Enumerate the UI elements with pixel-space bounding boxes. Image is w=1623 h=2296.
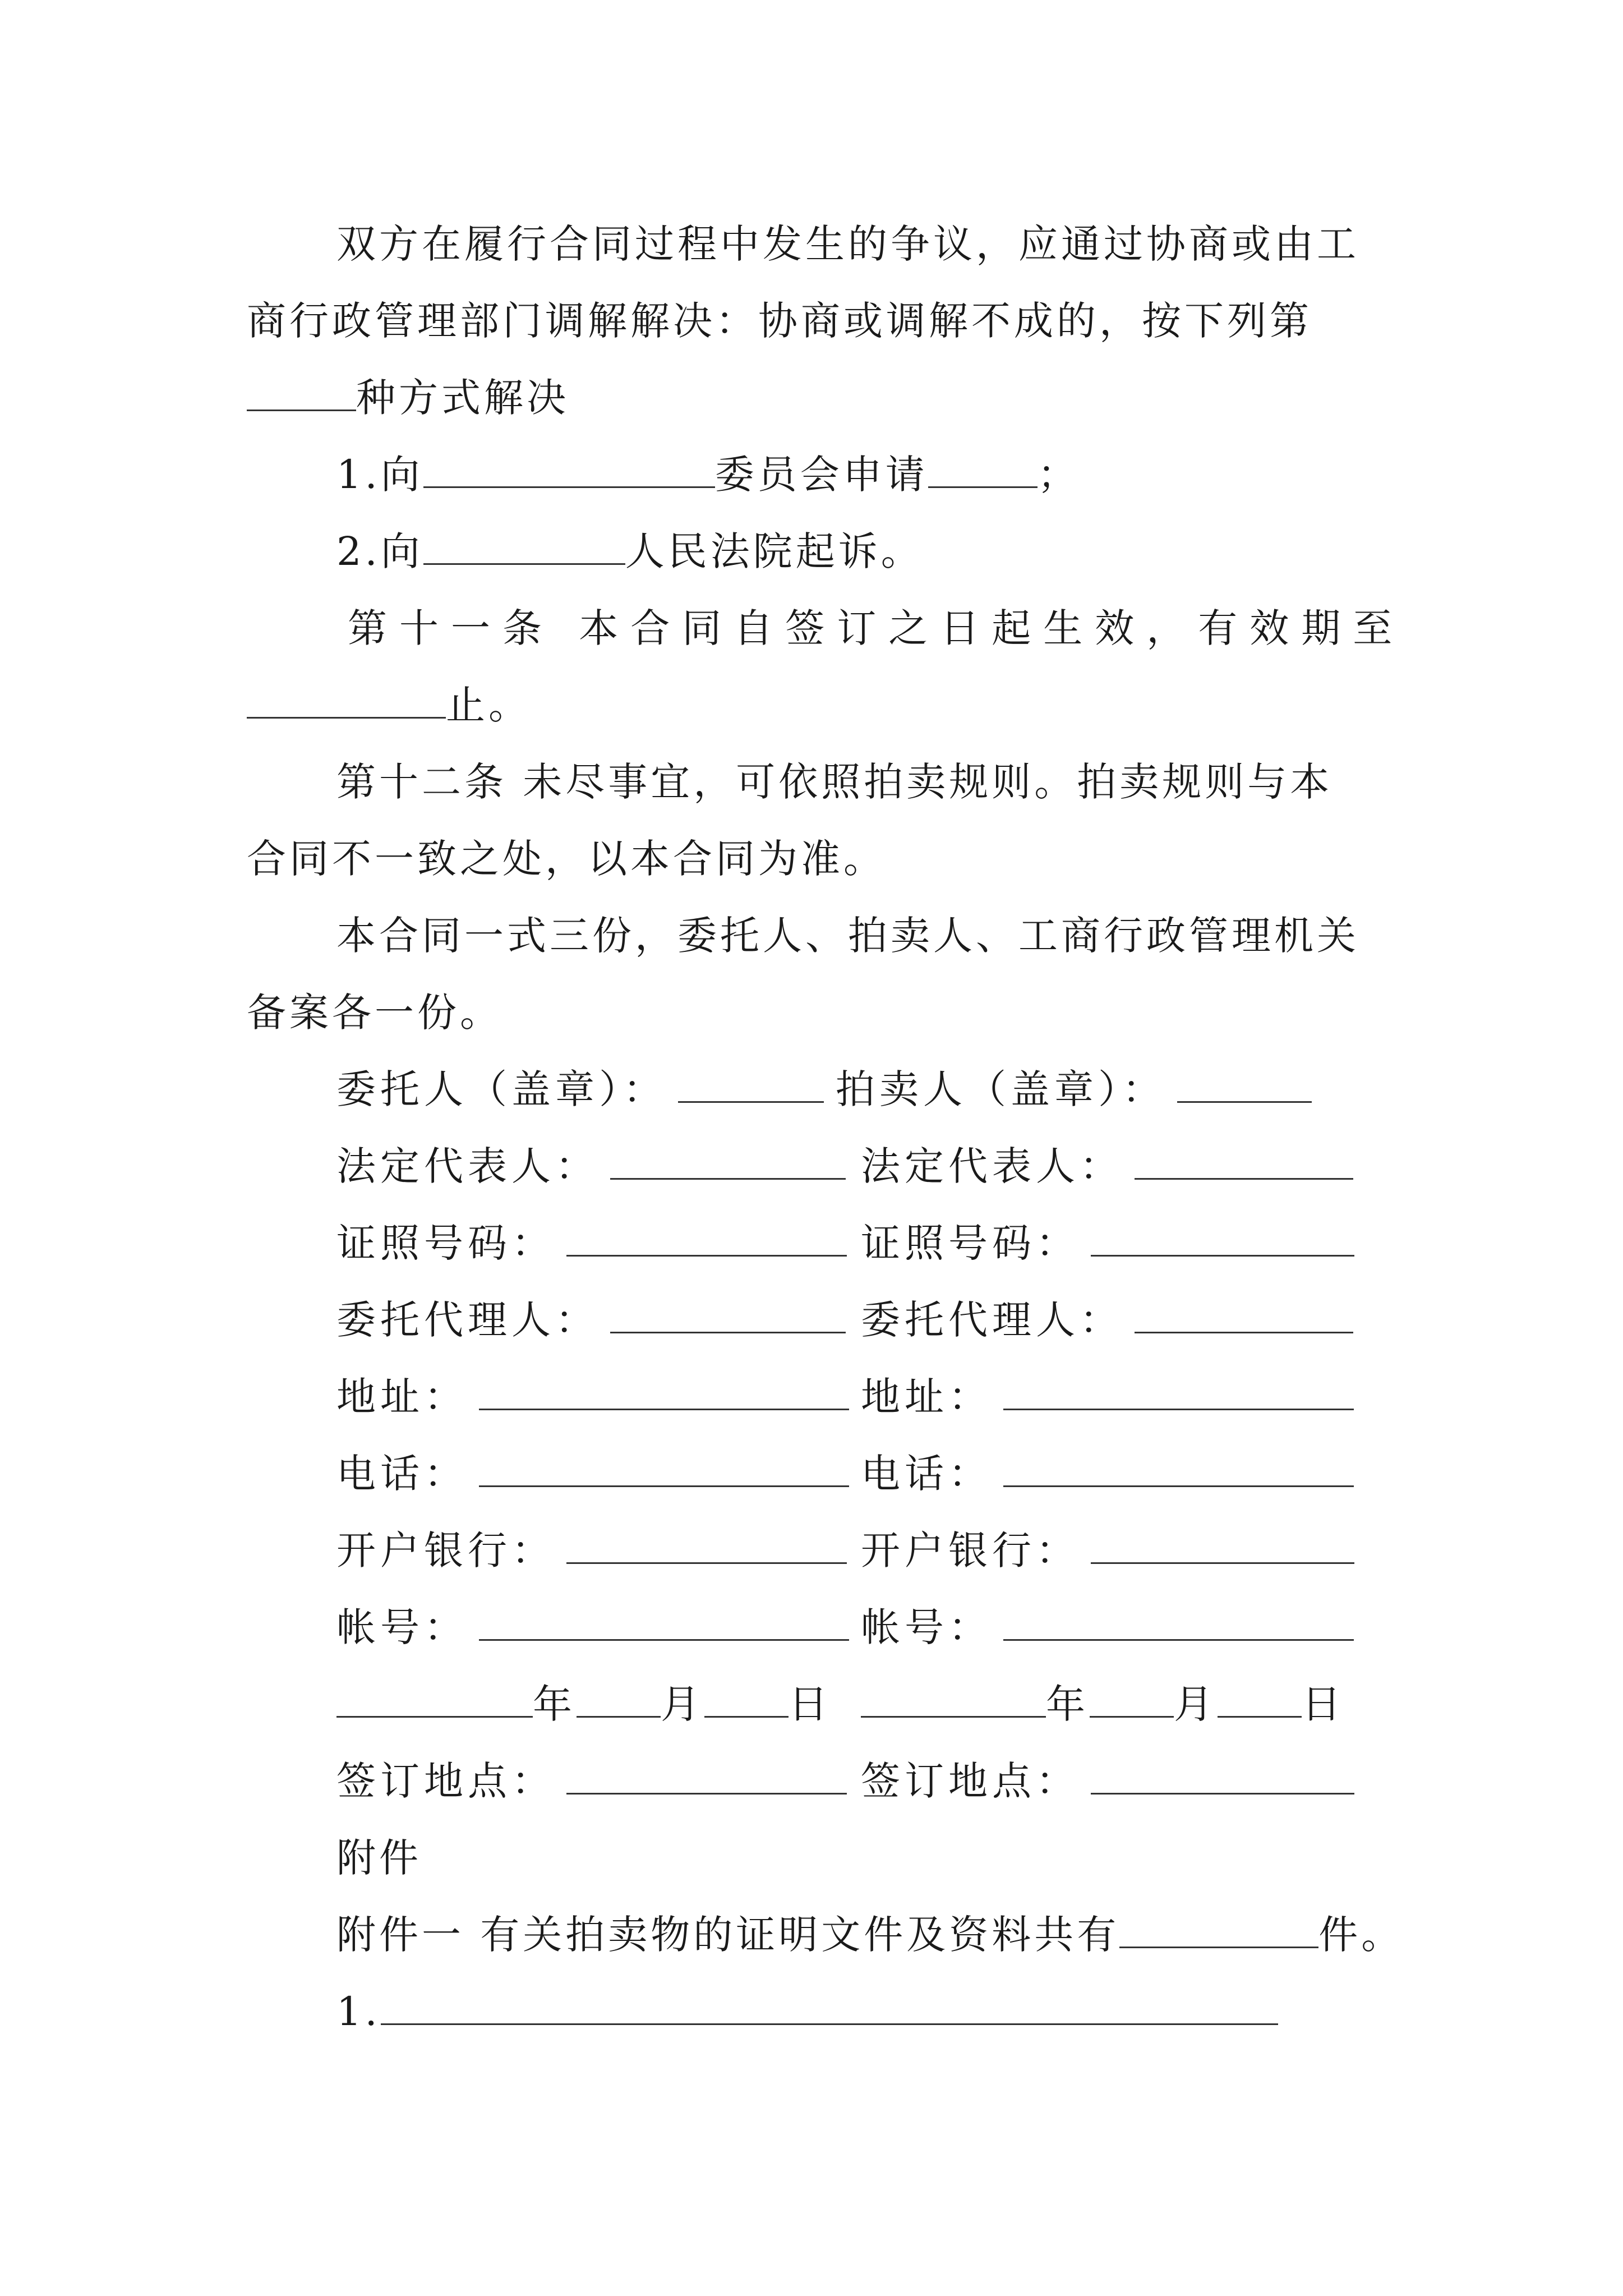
signature-row-license [336, 1215, 1346, 1271]
signature-row-date [336, 1676, 1346, 1732]
auctioneer-account-blank[interactable] [1003, 1604, 1354, 1641]
principal-phone-blank[interactable] [479, 1451, 849, 1487]
principal-account-blank[interactable] [479, 1604, 849, 1641]
principal-agent-label: 委托代理人： [336, 1297, 599, 1343]
method-number-blank[interactable] [247, 375, 356, 411]
expiry-date-blank[interactable] [247, 682, 446, 719]
option-2-suffix: 人民法院起诉。 [625, 528, 924, 574]
attachment-list-1 [336, 1984, 1278, 2040]
copies-line-2: 备案各一份。 [247, 990, 502, 1036]
principal-phone-label: 电话： [336, 1451, 468, 1497]
article-12-line-2: 合同不一致之处，以本合同为准。 [247, 836, 886, 882]
principal-agent-blank[interactable] [610, 1297, 846, 1333]
auctioneer-legal-rep-label: 法定代表人： [861, 1143, 1123, 1189]
auctioneer-legal-rep-blank[interactable] [1135, 1143, 1353, 1180]
option-1-suffix: ； [1037, 452, 1080, 498]
signature-row-seal [336, 1061, 1346, 1117]
auctioneer-agent-label: 委托代理人： [861, 1297, 1123, 1343]
principal-legal-rep-label: 法定代表人： [336, 1143, 599, 1189]
option-1-prefix: 1.向 [336, 452, 423, 498]
option-1-middle: 委员会申请 [714, 452, 928, 498]
option-2 [336, 523, 924, 579]
option-1 [336, 447, 1080, 503]
auctioneer-address-blank[interactable] [1003, 1374, 1354, 1410]
court-name-blank[interactable] [423, 528, 625, 565]
auctioneer-day-label: 日 [1302, 1681, 1345, 1727]
principal-month-blank[interactable] [577, 1681, 661, 1718]
principal-place-blank[interactable] [566, 1758, 847, 1795]
auctioneer-seal-blank[interactable] [1177, 1066, 1312, 1103]
principal-seal-label: 委托人（盖章）： [336, 1066, 667, 1112]
auctioneer-address-label: 地址： [861, 1374, 992, 1420]
principal-bank-blank[interactable] [566, 1527, 847, 1564]
principal-license-label: 证照号码： [336, 1220, 555, 1266]
option-2-prefix: 2.向 [336, 528, 423, 574]
attachment-title: 附件 [336, 1835, 422, 1881]
article-11-line-2 [247, 677, 531, 733]
principal-year-label: 年 [533, 1681, 577, 1727]
principal-seal-blank[interactable] [678, 1066, 824, 1103]
dispute-line-2: 商行政管理部门调解解决：协商或调解不成的，按下列第 [247, 298, 1312, 344]
principal-month-label: 月 [661, 1681, 704, 1727]
dispute-line-1: 双方在履行合同过程中发生的争议，应通过协商或由工 [336, 221, 1359, 267]
auctioneer-seal-label: 拍卖人（盖章）： [836, 1066, 1166, 1112]
principal-address-blank[interactable] [479, 1374, 849, 1410]
auctioneer-agent-blank[interactable] [1135, 1297, 1353, 1333]
article-12-line-1: 第十二条 未尽事宜，可依照拍卖规则。拍卖规则与本 [336, 759, 1333, 805]
principal-legal-rep-blank[interactable] [610, 1143, 846, 1180]
signature-row-address [336, 1369, 1346, 1425]
committee-name-blank[interactable] [423, 452, 715, 488]
principal-place-label: 签订地点： [336, 1758, 555, 1804]
attachment-list-1-blank[interactable] [381, 1989, 1278, 2025]
auctioneer-year-label: 年 [1046, 1681, 1090, 1727]
auctioneer-place-blank[interactable] [1091, 1758, 1354, 1795]
article-11-line-1: 第十一条 本合同自签订之日起生效，有效期至 [348, 605, 1405, 651]
auctioneer-phone-blank[interactable] [1003, 1451, 1354, 1487]
dispute-line-3 [247, 370, 569, 426]
copies-line-1: 本合同一式三份，委托人、拍卖人、工商行政管理机关 [336, 913, 1359, 959]
signature-row-agent [336, 1292, 1346, 1348]
attachment-list-1-number: 1. [336, 1989, 381, 2035]
principal-bank-label: 开户银行： [336, 1527, 555, 1573]
signature-row-place [336, 1753, 1346, 1809]
dispute-line-3-suffix: 种方式解决 [356, 375, 569, 421]
signature-row-phone [336, 1446, 1346, 1502]
auctioneer-license-blank[interactable] [1091, 1220, 1354, 1257]
attachment-item-1-prefix: 附件一 有关拍卖物的证明文件及资料共有 [336, 1912, 1120, 1958]
auctioneer-day-blank[interactable] [1218, 1681, 1302, 1718]
attachment-item-1-suffix: 件。 [1318, 1912, 1404, 1958]
signature-row-legal-rep [336, 1138, 1346, 1194]
auctioneer-year-blank[interactable] [861, 1681, 1046, 1718]
principal-day-blank[interactable] [704, 1681, 789, 1718]
auctioneer-license-label: 证照号码： [861, 1220, 1080, 1266]
article-11-line-2-suffix: 止。 [446, 682, 531, 728]
auctioneer-account-label: 帐号： [861, 1604, 992, 1650]
auctioneer-place-label: 签订地点： [861, 1758, 1080, 1804]
auctioneer-phone-label: 电话： [861, 1451, 992, 1497]
principal-year-blank[interactable] [336, 1681, 533, 1718]
principal-license-blank[interactable] [566, 1220, 847, 1257]
principal-address-label: 地址： [336, 1374, 468, 1420]
auctioneer-bank-blank[interactable] [1091, 1527, 1354, 1564]
auctioneer-month-label: 月 [1174, 1681, 1218, 1727]
signature-row-bank [336, 1522, 1346, 1579]
auctioneer-month-blank[interactable] [1090, 1681, 1174, 1718]
signature-row-account [336, 1599, 1346, 1655]
document-count-blank[interactable] [1119, 1912, 1318, 1948]
auctioneer-bank-label: 开户银行： [861, 1527, 1080, 1573]
principal-account-label: 帐号： [336, 1604, 468, 1650]
application-type-blank[interactable] [928, 452, 1038, 488]
principal-day-label: 日 [789, 1681, 832, 1727]
attachment-item-1 [336, 1907, 1404, 1963]
